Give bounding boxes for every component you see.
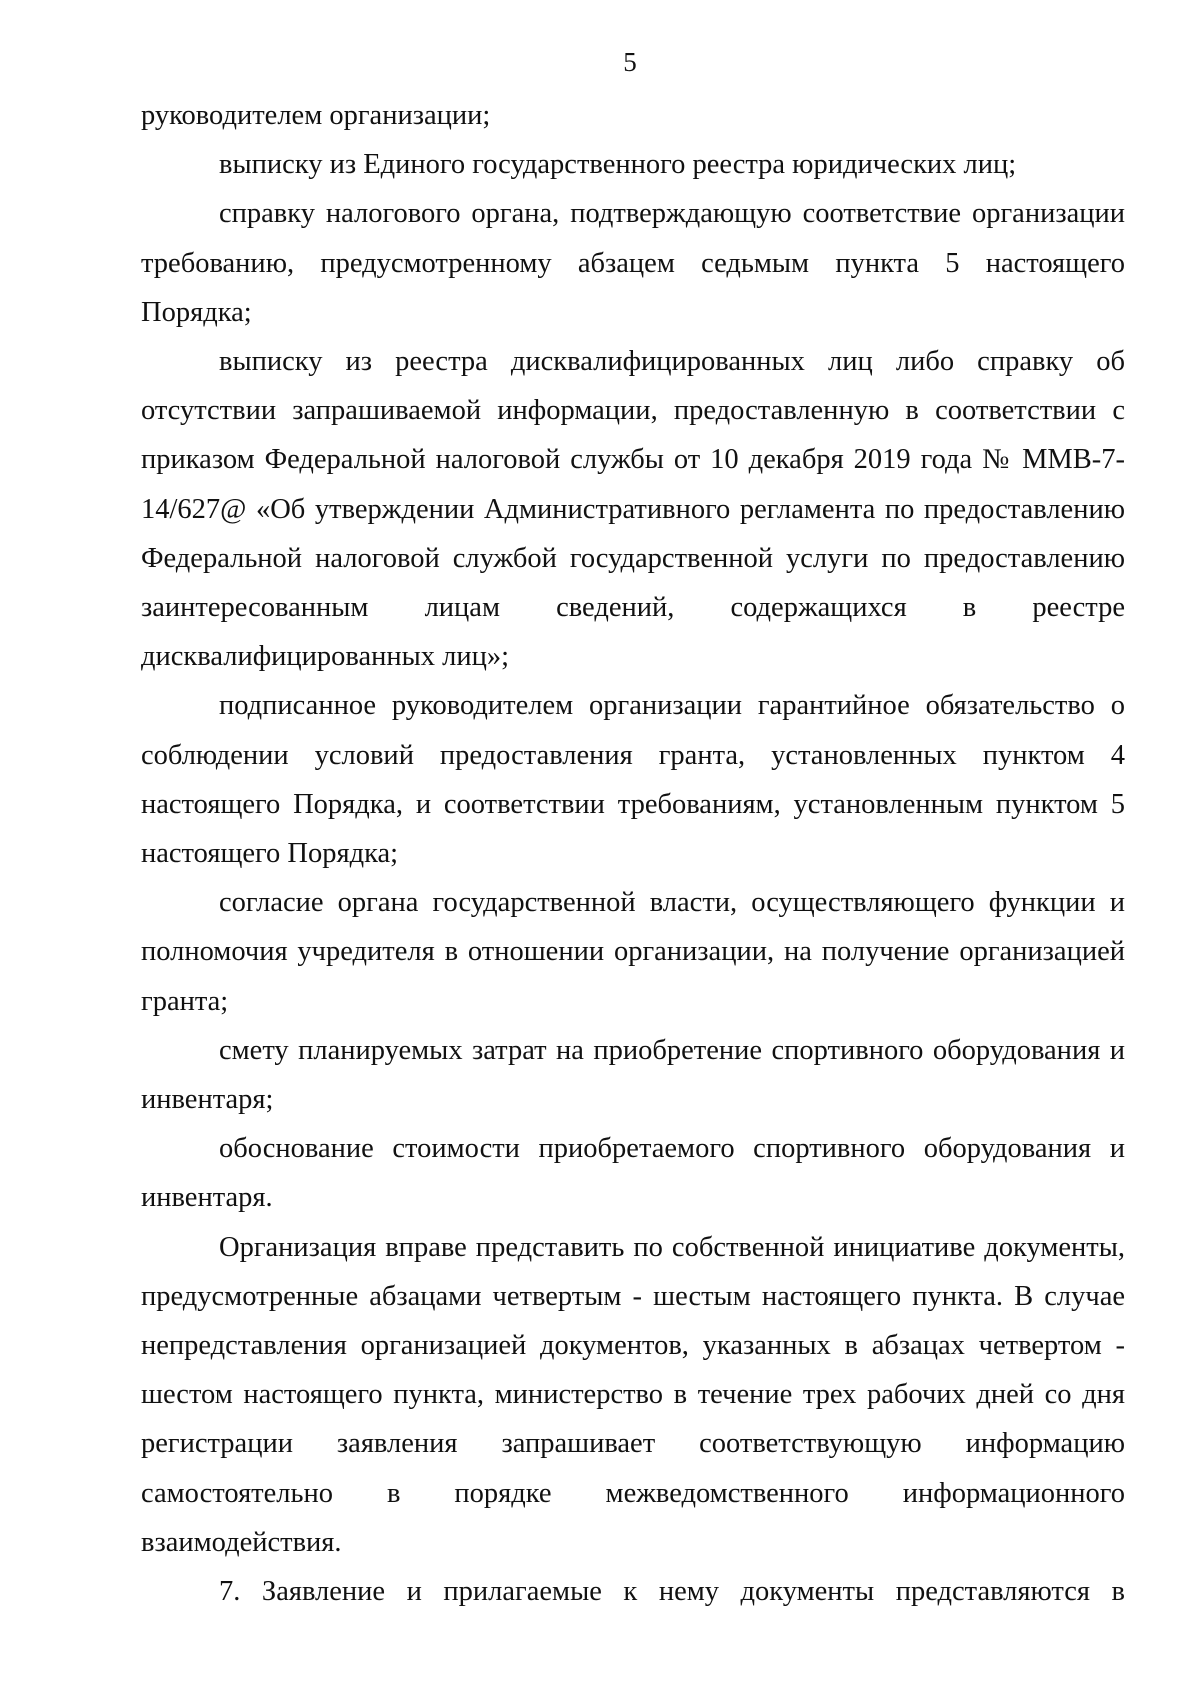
paragraph-cost-justification: обоснование стоимости приобретаемого спортивного оборудования и инвентаря. (141, 1133, 1125, 1214)
paragraph-continuation: руководителем организации; (141, 100, 491, 131)
paragraph-guarantee-obligation: подписанное руководителем организации гарантийное обязательство о соблюдении условий предоставления гранта, установленных пунктом 4 настоящего Порядка, и соответствии требованиям, установленным пунктом 5 настоящего Порядка; (141, 690, 1125, 870)
paragraph-item-7: 7. Заявление и прилагаемые к нему документы представляются в (219, 1576, 1125, 1608)
document-body (141, 91, 1125, 1616)
paragraph-own-initiative: Организация вправе представить по собственной инициативе документы, предусмотренные абзацами четвертым - шестым настоящего пункта. В случае непредставления организацией документов, указанных в абзацах четвертом - шестом настоящего пункта, министерство в течение трех рабочих дней со дня регистрации заявления запрашивает соответствующую информацию самостоятельно в порядке межведомственного информационного взаимодействия. (141, 1231, 1125, 1558)
paragraph-disqualified-registry: выписку из реестра дисквалифицированных лиц либо справку об отсутствии запрашиваемой информации, предоставленную в соответствии с приказом Федеральной налоговой службы от 10 декабря 2019 года № ММВ-7-14/627@ «Об утверждении Административного регламента по предоставлению Федеральной налоговой службой государственной услуги по предоставлению заинтересованным лицам сведений, содержащихся в реестре дисквалифицированных лиц»; (141, 346, 1125, 673)
page-number: 5 (623, 47, 637, 77)
paragraph-tax-certificate: справку налогового органа, подтверждающую соответствие организации требованию, предусмотренному абзацем седьмым пункта 5 настоящего Порядка; (141, 198, 1125, 328)
paragraph-cost-estimate: смету планируемых затрат на приобретение спортивного оборудования и инвентаря; (141, 1034, 1125, 1116)
paragraph-egrul-extract: выписку из Единого государственного реестра юридических лиц; (219, 149, 1017, 181)
paragraph-founder-consent: согласие органа государственной власти, осуществляющего функции и полномочия учредителя в отношении организации, на получение организацией гранта; (141, 887, 1125, 1017)
